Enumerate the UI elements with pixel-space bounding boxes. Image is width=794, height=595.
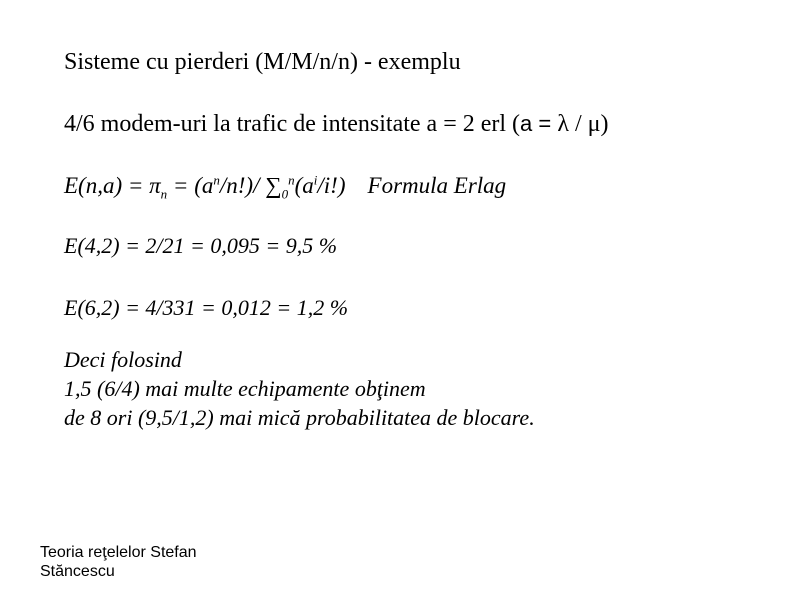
formula-sub-n: n: [160, 186, 168, 202]
conclusion-line-3: de 8 ori (9,5/1,2) mai mică probabilitatea de blocare.: [64, 405, 535, 430]
formula-end: /i!): [317, 173, 346, 198]
erlang-formula: [64, 172, 506, 200]
formula-mid3: (a: [294, 173, 314, 198]
example-lambda-mu: λ / μ): [557, 111, 609, 137]
formula-mid2: /n!)/ ∑: [219, 173, 282, 198]
result-e62: E(6,2) = 4/331 = 0,012 = 1,2 %: [64, 295, 349, 320]
slide-title: Sisteme cu pierderi (M/M/n/n) - exemplu: [64, 49, 461, 75]
formula-sup-i: i: [313, 172, 318, 188]
formula-mid1: = (a: [167, 173, 214, 198]
conclusion: [64, 345, 535, 432]
formula-sub-0: 0: [281, 186, 289, 202]
footer-author: Teoria reţelelor Stefan Stăncescu: [40, 544, 197, 580]
conclusion-line-2: 1,5 (6/4) mai multe echipamente obţinem: [64, 376, 426, 401]
example-a-symbol: a =: [520, 111, 558, 136]
result-e42: E(4,2) = 2/21 = 0,095 = 9,5 %: [64, 233, 338, 258]
formula-name: Formula Erlag: [367, 173, 507, 198]
conclusion-line-1: Deci folosind: [64, 347, 182, 372]
formula-lhs: E(n,a) = π: [64, 173, 161, 198]
formula-sup-n: n: [213, 172, 220, 188]
example-text: 4/6 modem-uri la trafic de intensitate a = 2 erl (: [64, 111, 521, 137]
formula-sup-n2: n: [288, 172, 295, 188]
example-description: [64, 110, 609, 138]
